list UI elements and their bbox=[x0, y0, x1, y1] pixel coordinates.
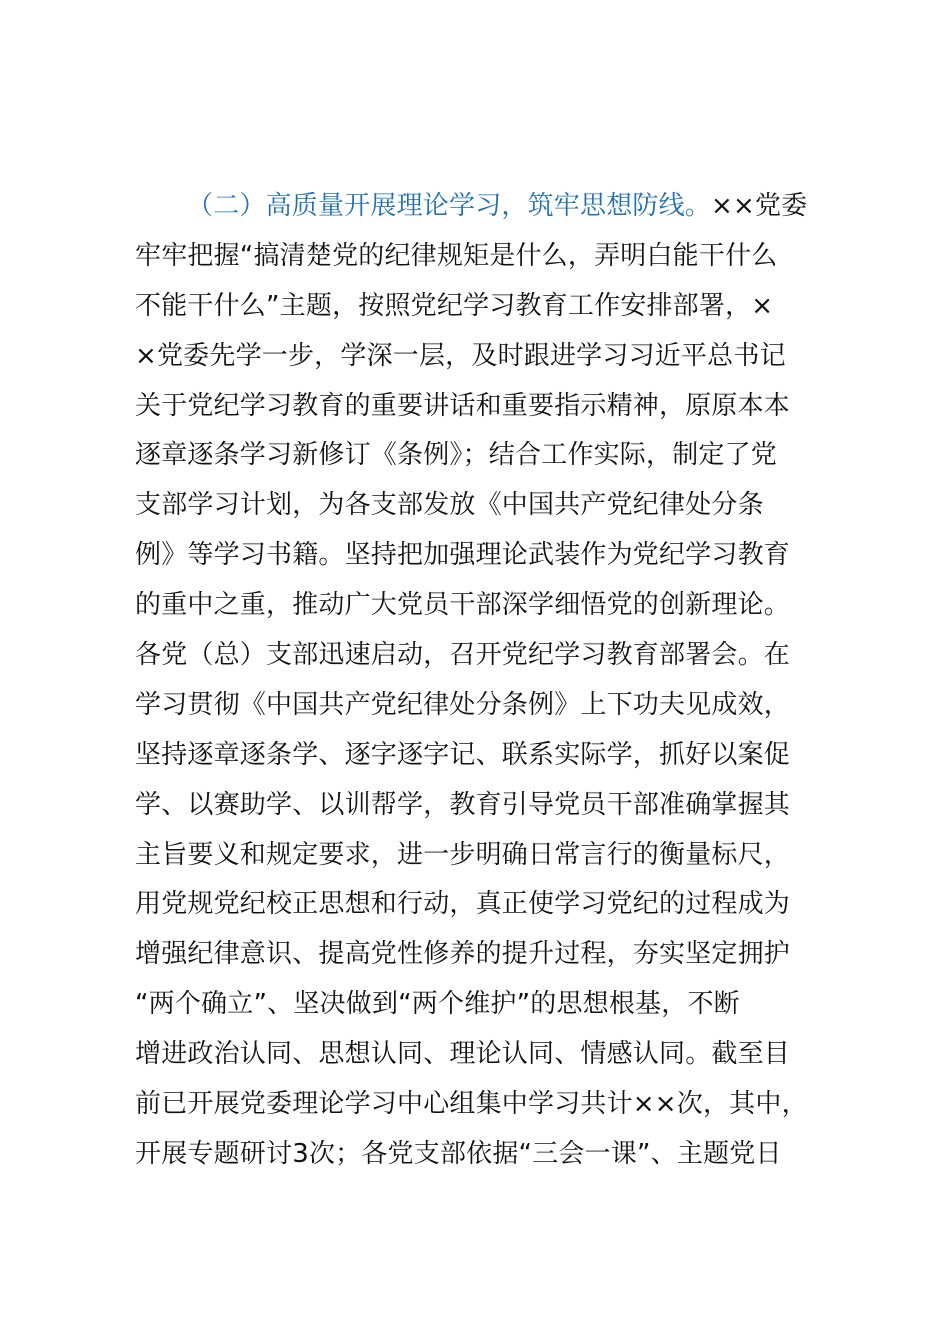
text-line: 牢牢把握“搞清楚党的纪律规矩是什么，弄明白能干什么 bbox=[135, 240, 778, 271]
text-line: 主旨要义和规定要求，进一步明确日常言行的衡量标尺， bbox=[135, 839, 791, 870]
body-paragraph bbox=[135, 182, 855, 1180]
text-line: ×党委先学一步，学深一层，及时跟进学习习近平总书记 bbox=[135, 340, 786, 371]
first-line-text: ××党委 bbox=[711, 191, 808, 221]
text-line: 学习贯彻《中国共产党纪律处分条例》上下功夫见成效， bbox=[135, 689, 791, 720]
text-line: 不能干什么”主题，按照党纪学习教育工作安排部署，× bbox=[135, 290, 774, 321]
text-line: 开展专题研讨3次；各党支部依据“三会一课”、主题党日 bbox=[135, 1138, 782, 1169]
text-line: “两个确立”、坚决做到“两个维护”的思想根基，不断 bbox=[135, 989, 740, 1020]
text-line: 逐章逐条学习新修订《条例》；结合工作实际，制定了党 bbox=[135, 440, 778, 471]
text-line: 前已开展党委理论学习中心组集中学习共计××次，其中， bbox=[135, 1089, 808, 1120]
text-line: 学、以赛助学、以训帮学，教育引导党员干部准确掌握其 bbox=[135, 789, 791, 820]
text-line: 关于党纪学习教育的重要讲话和重要指示精神，原原本本 bbox=[135, 390, 791, 421]
text-line: 例》等学习书籍。坚持把加强理论武装作为党纪学习教育 bbox=[135, 540, 791, 571]
text-line: 用党规党纪校正思想和行动，真正使学习党纪的过程成为 bbox=[135, 889, 791, 920]
text-line: 增进政治认同、思想认同、理论认同、情感认同。截至目 bbox=[135, 1039, 791, 1070]
section-heading: （二）高质量开展理论学习，筑牢思想防线。 bbox=[187, 191, 712, 221]
text-line: 的重中之重，推动广大党员干部深学细悟党的创新理论。 bbox=[135, 590, 791, 621]
text-line: 支部学习计划，为各支部发放《中国共产党纪律处分条 bbox=[135, 490, 764, 521]
paragraph-first-line bbox=[135, 182, 855, 232]
text-line: 坚持逐章逐条学、逐字逐字记、联系实际学，抓好以案促 bbox=[135, 739, 791, 770]
text-line: 增强纪律意识、提高党性修养的提升过程，夯实坚定拥护 bbox=[135, 939, 791, 970]
text-line: 各党（总）支部迅速启动，召开党纪学习教育部署会。在 bbox=[135, 640, 791, 671]
